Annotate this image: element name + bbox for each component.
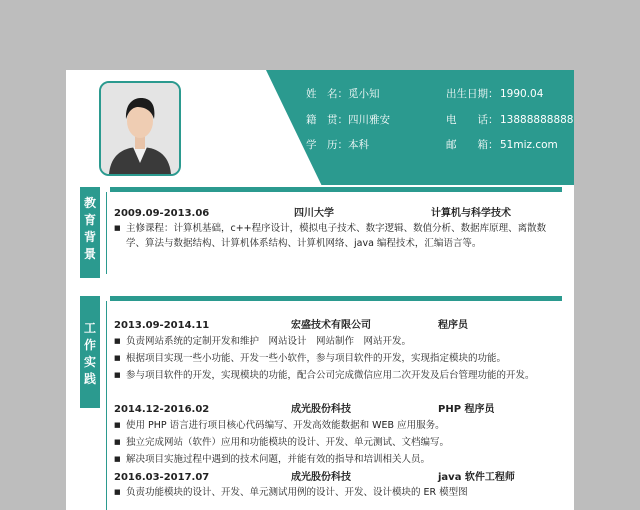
education-rule bbox=[106, 192, 107, 274]
job-duty bbox=[114, 351, 564, 366]
name-label: 姓 名： bbox=[306, 88, 348, 100]
job-position: java 软件工程师 bbox=[438, 472, 515, 483]
job-date: 2016.03-2017.07 bbox=[114, 472, 210, 483]
work-title-char: 工 bbox=[83, 321, 96, 335]
job-position: 程序员 bbox=[438, 320, 468, 331]
job-position: PHP 程序员 bbox=[438, 404, 495, 415]
job-duty-text: ■ 解决项目实施过程中遇到的技术问题，并能有效的指导和培训相关人员。 bbox=[126, 454, 431, 465]
birth-line bbox=[446, 88, 543, 101]
work-title-char: 实 bbox=[83, 355, 96, 369]
education-title-char: 景 bbox=[83, 247, 96, 261]
job-company: 成光股份科技 bbox=[291, 472, 351, 483]
origin-line bbox=[306, 114, 390, 127]
work-section-title bbox=[80, 296, 100, 408]
email-value: 51miz.com bbox=[500, 139, 558, 151]
resume-page bbox=[66, 70, 574, 510]
job-duty-text: ■ 负责功能模块的设计、开发、单元测试用例的设计、开发、设计模块的 ER 模型图 bbox=[126, 487, 468, 498]
job-date: 2013.09-2014.11 bbox=[114, 320, 210, 331]
origin-value: 四川雅安 bbox=[348, 114, 390, 126]
job-duty-text: ■ 根据项目实现一些小功能、开发一些小软件，参与项目软件的开发，实现指定模块的功能。 bbox=[126, 353, 507, 364]
edu-line bbox=[306, 139, 369, 152]
profile-photo bbox=[99, 81, 181, 176]
education-date: 2009.09-2013.06 bbox=[114, 208, 210, 219]
job-duty-text: ■ 参与项目软件的开发，实现模块的功能，配合公司完成微信应用二次开发及后台管理功能的开发。 bbox=[126, 370, 535, 381]
job-date: 2014.12-2016.02 bbox=[114, 404, 210, 415]
email-line bbox=[446, 139, 558, 152]
work-divider bbox=[110, 296, 562, 301]
phone-line bbox=[446, 114, 574, 127]
education-major: 计算机与科学技术 bbox=[431, 208, 511, 219]
phone-value: 13888888888 bbox=[500, 114, 574, 126]
name-value: 觅小知 bbox=[348, 88, 380, 100]
job-duty bbox=[114, 435, 564, 450]
job-company: 宏盛技术有限公司 bbox=[291, 320, 371, 331]
job-duty bbox=[114, 418, 564, 433]
job-duty bbox=[114, 452, 564, 467]
edu-label: 学 历： bbox=[306, 139, 348, 151]
birth-value: 1990.04 bbox=[500, 88, 544, 100]
education-course-text: ■ 主修课程：计算机基础，c++程序设计，模拟电子技术、数字逻辑、数值分析、数据库原理、离散数学、算法与数据结构、计算机体系结构、计算机网络、java 编程技术，汇编语言等。 bbox=[126, 223, 547, 249]
origin-label: 籍 贯： bbox=[306, 114, 348, 126]
education-divider bbox=[110, 187, 562, 192]
phone-label: 电 话： bbox=[446, 114, 499, 126]
education-title-char: 教 bbox=[83, 196, 96, 210]
education-school: 四川大学 bbox=[294, 208, 334, 219]
email-label: 邮 箱： bbox=[446, 139, 499, 151]
education-title-char: 背 bbox=[83, 230, 96, 244]
job-duty bbox=[114, 485, 564, 500]
job-duty-text: ■ 独立完成网站（软件）应用和功能模块的设计、开发、单元测试、文档编写。 bbox=[126, 437, 450, 448]
work-title-char: 作 bbox=[83, 338, 96, 352]
job-duty-text: ■ 使用 PHP 语言进行项目核心代码编写、开发高效能数据和 WEB 应用服务。 bbox=[126, 420, 445, 431]
education-title-char: 育 bbox=[83, 213, 96, 227]
name-line bbox=[306, 88, 380, 101]
education-section-title bbox=[80, 187, 100, 278]
job-duty-text: ■ 负责网站系统的定制开发和维护 网站设计 网站制作 网站开发。 bbox=[126, 336, 412, 347]
job-duty bbox=[114, 334, 564, 349]
work-rule bbox=[106, 301, 107, 510]
birth-label: 出生日期： bbox=[446, 88, 499, 100]
job-company: 成光股份科技 bbox=[291, 404, 351, 415]
education-courses bbox=[114, 221, 564, 251]
edu-value: 本科 bbox=[348, 139, 369, 151]
job-duty bbox=[114, 368, 564, 383]
work-title-char: 践 bbox=[83, 372, 96, 386]
